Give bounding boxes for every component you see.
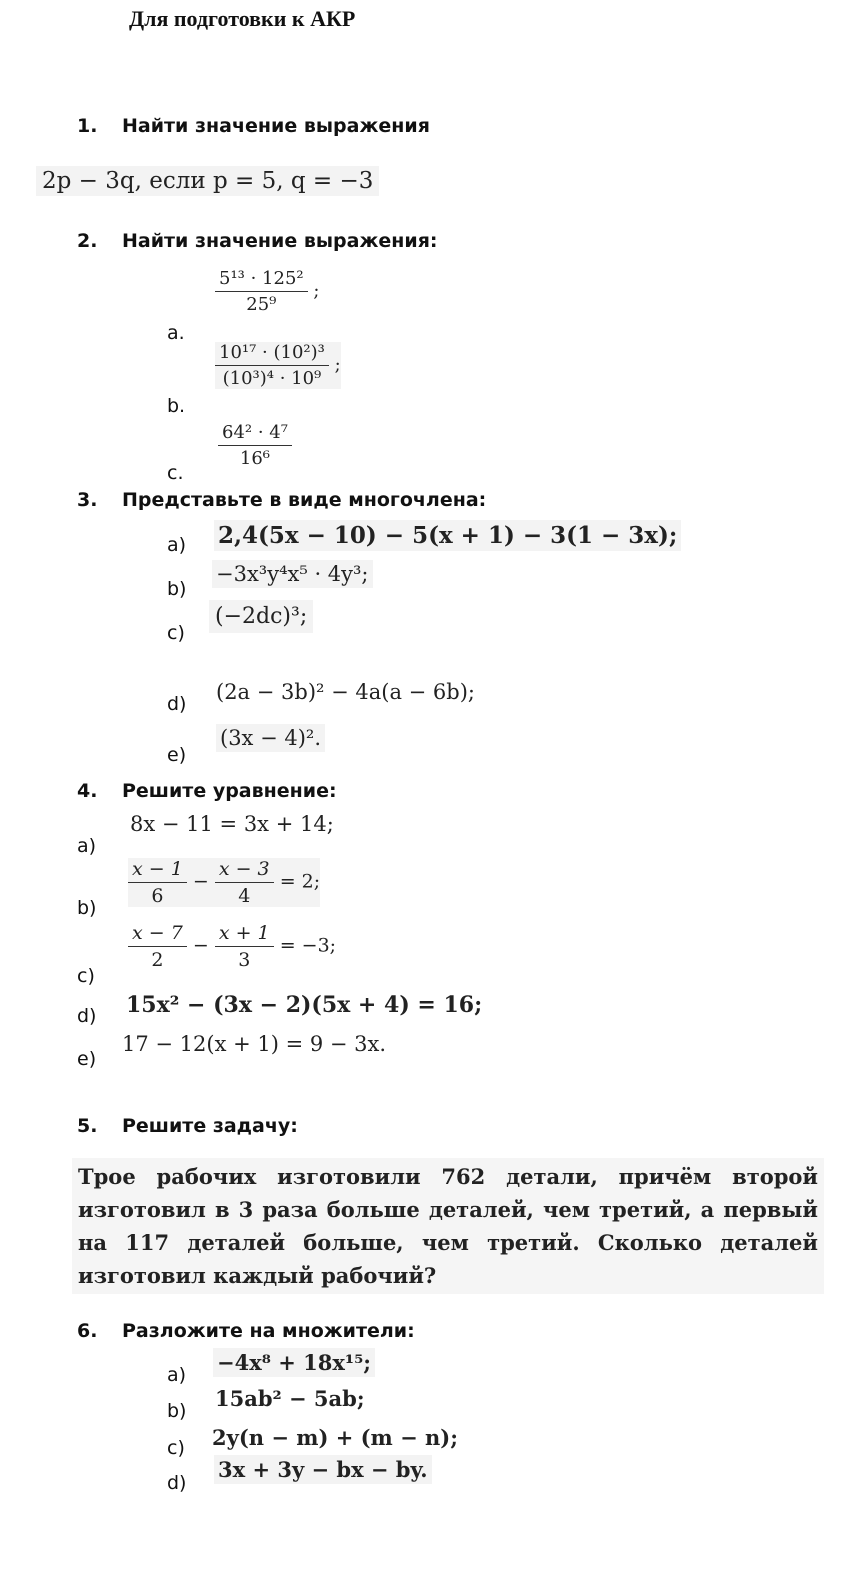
fraction-numerator: 10¹⁷ · (10²)³ <box>215 342 329 366</box>
question-4-item-c <box>128 922 336 971</box>
question-1-text: Найти значение выражения <box>122 115 430 137</box>
page-title: Для подготовки к АКР <box>129 6 356 31</box>
question-6-label-c: c) <box>167 1437 185 1459</box>
minus-sign: − <box>192 870 209 893</box>
fraction-denominator: 6 <box>151 885 164 907</box>
question-3-label-e: e) <box>167 744 187 766</box>
fraction-denominator: 3 <box>238 949 251 971</box>
question-4-label-e: e) <box>77 1048 97 1070</box>
question-3-item-b: −3x³y⁴x⁵ · 4y³; <box>212 560 373 588</box>
question-6-item-a: −4x⁸ + 18x¹⁵; <box>213 1348 375 1377</box>
question-2-label-c: c. <box>167 462 184 484</box>
question-3-label-b: b) <box>167 578 187 600</box>
question-6-label-b: b) <box>167 1400 187 1422</box>
question-1-number: 1. <box>77 115 98 137</box>
question-4-label-b: b) <box>77 897 97 919</box>
fraction-numerator: 5¹³ · 125² <box>215 268 308 292</box>
fraction-end: ; <box>313 280 320 302</box>
question-6-item-b: 15ab² − 5ab; <box>215 1386 365 1411</box>
minus-sign: − <box>192 934 209 957</box>
question-3-text: Представьте в виде многочлена: <box>122 489 487 511</box>
fraction-denominator: 2 <box>151 949 164 971</box>
question-5-number: 5. <box>77 1115 98 1137</box>
fraction-numerator: 64² · 4⁷ <box>218 422 292 446</box>
question-2-label-b: b. <box>167 395 186 417</box>
fraction-denominator: 16⁶ <box>239 448 271 469</box>
question-4-item-a: 8x − 11 = 3x + 14; <box>130 812 334 836</box>
fraction-denominator: 25⁹ <box>246 294 277 315</box>
question-2-item-a <box>215 268 319 315</box>
question-3-item-c: (−2dc)³; <box>209 600 313 633</box>
fraction-numerator: x − 1 <box>128 858 187 883</box>
question-6-item-d: 3x + 3y − bx − by. <box>214 1455 432 1484</box>
fraction-end: ; <box>334 354 341 376</box>
fraction-numerator: x − 3 <box>215 858 274 883</box>
question-4-text: Решите уравнение: <box>122 780 337 802</box>
question-1-expression: 2p − 3q, если p = 5, q = −3 <box>36 166 379 196</box>
question-4-label-d: d) <box>77 1005 97 1027</box>
question-2-label-a: a. <box>167 322 185 344</box>
question-2-item-c <box>218 422 292 469</box>
question-4-item-b <box>128 858 320 907</box>
question-6-text: Разложите на множители: <box>122 1320 415 1342</box>
word-problem: Трое рабочих изготовили 762 детали, причём второй изготовил в 3 раза больше деталей, чем третий, а первый на 117 деталей больше, чем третий. Сколько деталей изготовил каждый рабочий? <box>72 1158 824 1294</box>
fraction-denominator: (10³)⁴ · 10⁹ <box>222 368 322 389</box>
question-4-label-c: c) <box>77 965 95 987</box>
fraction-numerator: x − 7 <box>128 922 187 947</box>
question-2-number: 2. <box>77 230 98 252</box>
fraction-numerator: x + 1 <box>215 922 274 947</box>
equation-rhs: = 2; <box>279 870 321 893</box>
question-3-label-d: d) <box>167 693 187 715</box>
question-3-number: 3. <box>77 489 98 511</box>
question-3-item-a: 2,4(5x − 10) − 5(x + 1) − 3(1 − 3x); <box>214 520 681 551</box>
question-4-number: 4. <box>77 780 98 802</box>
question-3-item-d: (2a − 3b)² − 4a(a − 6b); <box>216 680 475 704</box>
question-5-text: Решите задачу: <box>122 1115 298 1137</box>
question-6-label-d: d) <box>167 1472 187 1494</box>
equation-rhs: = −3; <box>279 934 337 957</box>
fraction-denominator: 4 <box>238 885 251 907</box>
question-4-label-a: a) <box>77 835 97 857</box>
question-4-item-d: 15x² − (3x − 2)(5x + 4) = 16; <box>126 992 483 1018</box>
question-2-text: Найти значение выражения: <box>122 230 438 252</box>
question-3-label-c: c) <box>167 622 185 644</box>
question-2-item-b <box>215 342 341 389</box>
question-3-label-a: a) <box>167 534 187 556</box>
question-6-label-a: a) <box>167 1364 187 1386</box>
question-3-item-e: (3x − 4)². <box>216 724 325 752</box>
question-6-number: 6. <box>77 1320 98 1342</box>
question-4-item-e: 17 − 12(x + 1) = 9 − 3x. <box>122 1032 387 1056</box>
question-6-item-c: 2y(n − m) + (m − n); <box>212 1425 458 1450</box>
